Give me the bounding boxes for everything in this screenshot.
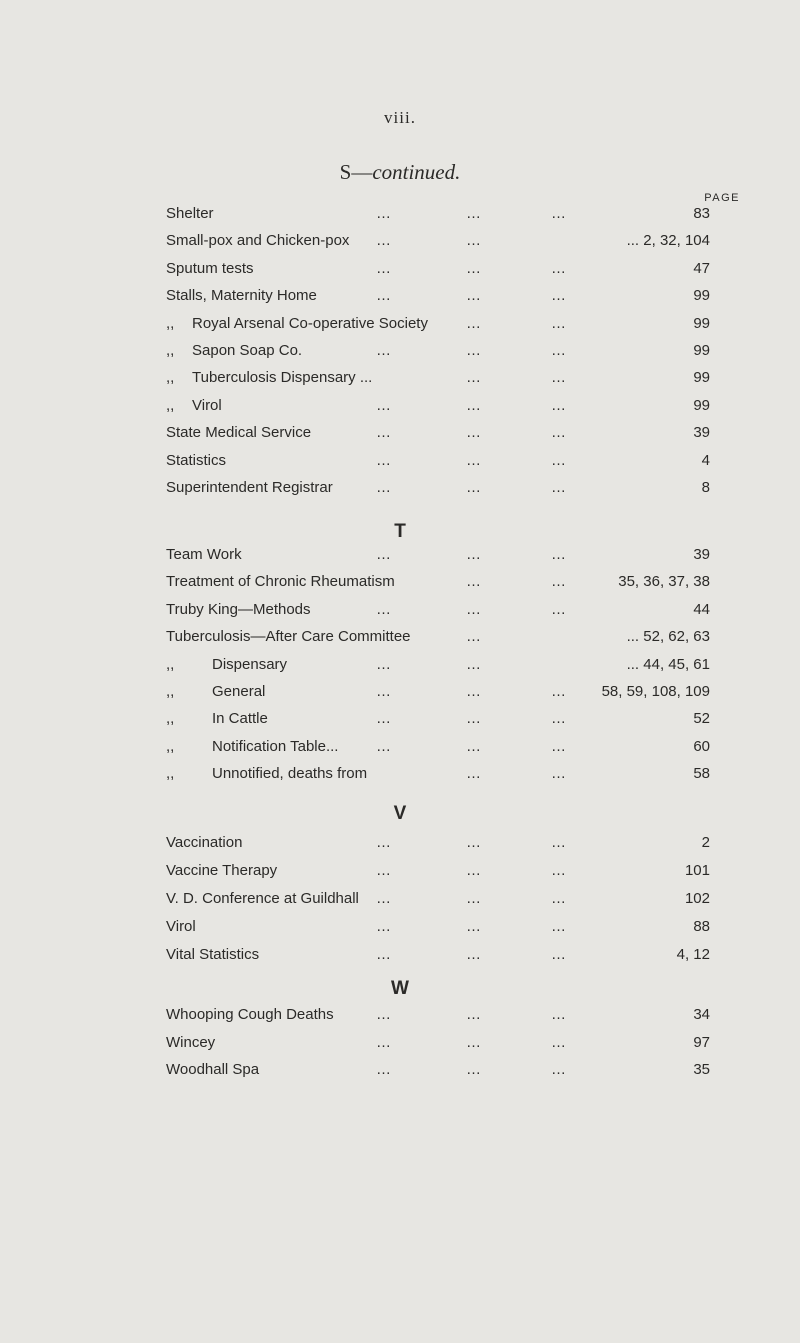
entry-pages: 58, 59, 108, 109 (601, 683, 710, 700)
entry-label (166, 707, 268, 731)
index-entry (166, 257, 710, 281)
entry-pages: 39 (693, 546, 710, 563)
index-entry (166, 1058, 710, 1082)
entry-label (166, 915, 196, 939)
entry-text: Virol (166, 918, 196, 935)
entry-pages: 101 (684, 862, 710, 879)
entry-label (166, 735, 338, 759)
ditto-mark-wrap (166, 342, 192, 359)
entry-label (166, 762, 367, 786)
entry-text: V. D. Conference at Guildhall (166, 890, 359, 907)
index-entry (166, 229, 710, 253)
leader-dots: … (466, 573, 483, 591)
page-column-header: PAGE (704, 192, 740, 204)
entry-pages: 44 (693, 600, 710, 618)
leader-dots: … (551, 1061, 568, 1078)
letter-heading-w: W (391, 978, 409, 999)
leader-dots: … (466, 737, 483, 755)
leader-dots: … (376, 710, 393, 728)
leader-dots: … (551, 205, 568, 222)
leader-dots: … (551, 765, 568, 783)
index-entry (166, 421, 710, 445)
entry-pages: 4 (701, 451, 710, 469)
leader-dots: … (466, 259, 483, 277)
ditto-mark: ,, (166, 683, 175, 700)
entry-pages: 2 (701, 834, 710, 851)
entry-label (166, 653, 287, 677)
leader-dots: … (376, 862, 393, 879)
leader-dots: … (376, 451, 393, 469)
leader-dots: … (466, 946, 483, 963)
leader-dots: … (376, 918, 393, 935)
leader-dots: … (376, 1006, 393, 1023)
index-entry (166, 1031, 710, 1055)
entry-text: Vaccination (166, 834, 243, 851)
ditto-mark-wrap (166, 656, 212, 673)
entry-pages: 99 (693, 369, 710, 387)
leader-dots: … (466, 862, 483, 879)
entry-label (166, 1058, 259, 1082)
ditto-mark: ,, (166, 369, 175, 387)
leader-dots: … (551, 600, 568, 618)
leader-dots: … (466, 342, 483, 359)
entry-pages: 58 (693, 765, 710, 783)
leader-dots: … (376, 287, 393, 305)
entry-label (166, 202, 214, 226)
leader-dots: … (466, 918, 483, 935)
ditto-mark-wrap (166, 683, 212, 700)
leader-dots: … (551, 946, 568, 963)
ditto-mark: ,, (166, 737, 175, 755)
leader-dots: … (376, 834, 393, 851)
ditto-mark-wrap (166, 738, 212, 755)
index-entry (166, 202, 710, 226)
index-entry (166, 762, 710, 786)
entry-text: Sapon Soap Co. (192, 342, 303, 359)
entry-label (166, 449, 226, 473)
ditto-mark-wrap (166, 315, 192, 332)
entry-label (166, 366, 372, 390)
leader-dots: … (466, 834, 483, 851)
entry-label (166, 229, 349, 253)
leader-dots: … (466, 546, 483, 563)
index-entry (166, 653, 710, 677)
leader-dots: … (551, 918, 568, 935)
entry-pages: ... 2, 32, 104 (626, 232, 710, 250)
entry-label (166, 859, 277, 883)
entry-text: Woodhall Spa (166, 1061, 260, 1078)
leader-dots: … (551, 424, 568, 442)
entry-text: Notification Table... (212, 737, 339, 755)
leader-dots: … (551, 546, 568, 563)
entry-text: Wincey (166, 1033, 216, 1051)
entry-pages: 99 (693, 396, 710, 414)
section-dash: — (351, 160, 373, 184)
leader-dots: … (376, 737, 393, 755)
entry-pages: 60 (693, 737, 710, 755)
leader-dots: … (466, 710, 483, 728)
leader-dots: … (376, 479, 393, 496)
entry-text: State Medical Service (166, 424, 312, 442)
leader-dots: … (376, 683, 393, 700)
leader-dots: … (466, 1061, 483, 1078)
entry-pages: 4, 12 (676, 946, 710, 963)
leader-dots: … (551, 710, 568, 728)
entry-text: Treatment of Chronic Rheumatism (166, 573, 395, 591)
entry-text: Truby King—Methods (166, 600, 311, 618)
entry-pages: 35 (693, 1061, 710, 1078)
entry-label (166, 570, 395, 594)
entry-text: Sputum tests (166, 259, 254, 277)
ditto-mark-wrap (166, 397, 192, 414)
leader-dots: … (466, 628, 483, 646)
leader-dots: … (376, 259, 393, 277)
entry-label (166, 680, 265, 704)
leader-dots: … (376, 396, 393, 414)
entry-pages: 34 (693, 1006, 710, 1023)
entry-label (166, 284, 317, 308)
entry-pages: 8 (701, 479, 710, 496)
leader-dots: … (376, 232, 393, 250)
leader-dots: … (376, 1061, 393, 1078)
leader-dots: … (466, 890, 483, 907)
entry-pages: 88 (693, 918, 710, 935)
leader-dots: … (376, 600, 393, 618)
leader-dots: … (376, 1033, 393, 1051)
index-entry (166, 312, 710, 336)
index-entry (166, 625, 710, 649)
leader-dots: … (376, 655, 393, 673)
entry-label (166, 625, 411, 649)
entry-label (166, 943, 259, 967)
entry-label (166, 831, 242, 855)
entry-pages: 99 (693, 342, 710, 359)
leader-dots: … (551, 451, 568, 469)
index-entry (166, 394, 710, 418)
leader-dots: … (551, 862, 568, 879)
entry-text: Tuberculosis—After Care Committee (166, 628, 411, 646)
ditto-mark: ,, (166, 396, 175, 414)
leader-dots: … (466, 1033, 483, 1051)
entry-text: In Cattle (212, 710, 268, 728)
index-entry (166, 680, 710, 704)
entry-text: Royal Arsenal Co-operative Society (192, 314, 428, 332)
entry-label (166, 1031, 215, 1055)
leader-dots: … (466, 479, 483, 496)
index-entry (166, 943, 710, 967)
leader-dots: … (551, 259, 568, 277)
leader-dots: … (466, 1006, 483, 1023)
entry-pages: ... 44, 45, 61 (626, 655, 710, 673)
entry-pages: 83 (693, 205, 710, 222)
entry-label (166, 598, 311, 622)
index-entry (166, 570, 710, 594)
leader-dots: … (551, 683, 568, 700)
entry-text: Whooping Cough Deaths (166, 1006, 334, 1023)
ditto-mark: ,, (166, 710, 175, 728)
section-continued: continued. (372, 160, 461, 184)
index-entry (166, 859, 710, 883)
entry-pages: 99 (693, 314, 710, 332)
entry-label (166, 543, 242, 567)
letter-heading-t: T (394, 521, 406, 542)
index-entry (166, 735, 710, 759)
entry-pages: 102 (684, 890, 710, 907)
leader-dots: … (551, 737, 568, 755)
entry-text: Vital Statistics (166, 946, 260, 963)
index-entry (166, 887, 710, 911)
ditto-mark-wrap (166, 369, 192, 386)
entry-label (166, 339, 302, 363)
leader-dots: … (466, 655, 483, 673)
leader-dots: … (466, 600, 483, 618)
entry-text: Team Work (166, 546, 242, 563)
leader-dots: … (466, 369, 483, 387)
leader-dots: … (376, 424, 393, 442)
leader-dots: … (551, 573, 568, 591)
entry-label (166, 257, 254, 281)
leader-dots: … (551, 1033, 568, 1051)
entry-text: Superintendent Registrar (166, 479, 333, 496)
entry-text: General (212, 683, 266, 700)
leader-dots: … (466, 232, 483, 250)
leader-dots: … (376, 546, 393, 563)
entry-label (166, 887, 359, 911)
leader-dots: … (376, 890, 393, 907)
entry-text: Shelter (166, 205, 214, 222)
entry-text: Dispensary (212, 655, 288, 673)
entry-text: Vaccine Therapy (166, 862, 278, 879)
leader-dots: … (376, 205, 393, 222)
entry-label (166, 312, 428, 336)
index-entry (166, 707, 710, 731)
page-number: viii. (384, 108, 416, 127)
leader-dots: … (466, 205, 483, 222)
leader-dots: … (466, 451, 483, 469)
index-entry (166, 598, 710, 622)
entry-text: Small-pox and Chicken-pox (166, 232, 350, 250)
entry-text: Tuberculosis Dispensary ... (192, 369, 373, 387)
index-entry (166, 1003, 710, 1027)
leader-dots: … (376, 342, 393, 359)
entry-label (166, 476, 333, 500)
entry-text: Virol (192, 396, 222, 414)
leader-dots: … (551, 1006, 568, 1023)
leader-dots: … (466, 424, 483, 442)
ditto-mark-wrap (166, 710, 212, 727)
leader-dots: … (551, 314, 568, 332)
entry-text: Statistics (166, 451, 227, 469)
section-letter: S (339, 160, 352, 184)
entry-label (166, 1003, 334, 1027)
ditto-mark: ,, (166, 342, 175, 359)
leader-dots: … (551, 342, 568, 359)
entry-text: Stalls, Maternity Home (166, 287, 317, 305)
leader-dots: … (466, 396, 483, 414)
leader-dots: … (551, 479, 568, 496)
index-entry (166, 366, 710, 390)
entry-label (166, 421, 311, 445)
index-entry (166, 449, 710, 473)
index-entry (166, 339, 710, 363)
leader-dots: … (466, 683, 483, 700)
leader-dots: … (551, 834, 568, 851)
entry-pages: 97 (693, 1033, 710, 1051)
leader-dots: … (551, 369, 568, 387)
leader-dots: … (551, 287, 568, 305)
ditto-mark-wrap (166, 765, 212, 782)
entry-pages: 39 (693, 424, 710, 442)
leader-dots: … (376, 946, 393, 963)
ditto-mark: ,, (166, 655, 175, 673)
leader-dots: … (551, 396, 568, 414)
leader-dots: … (466, 765, 483, 783)
ditto-mark: ,, (166, 765, 175, 783)
entry-pages: 52 (693, 710, 710, 728)
entry-label (166, 394, 222, 418)
entry-pages: 35, 36, 37, 38 (618, 573, 710, 591)
entry-pages: 47 (693, 259, 710, 277)
entry-pages: ... 52, 62, 63 (626, 628, 710, 646)
letter-heading-v: V (393, 803, 407, 824)
entry-text: Unnotified, deaths from (212, 765, 368, 783)
ditto-mark: ,, (166, 314, 175, 332)
index-entry (166, 284, 710, 308)
entry-pages: 99 (693, 287, 710, 305)
leader-dots: … (551, 890, 568, 907)
index-entry (166, 831, 710, 855)
leader-dots: … (466, 287, 483, 305)
index-entry (166, 915, 710, 939)
index-entry (166, 476, 710, 500)
leader-dots: … (466, 314, 483, 332)
index-entry (166, 543, 710, 567)
